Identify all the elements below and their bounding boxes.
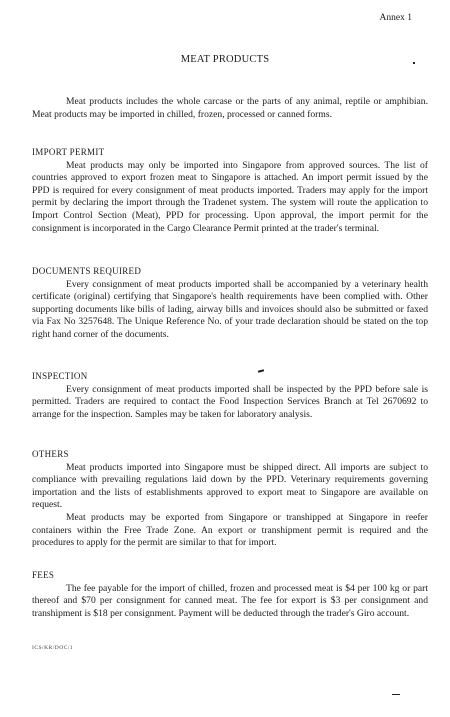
document-title: MEAT PRODUCTS [180,54,270,65]
inspection-section [32,370,428,421]
import-permit-section [32,146,428,235]
others-paragraph-2: Meat products may be exported from Singapore or transhipped at Singapore in reefer containers within the Free Trade Zone. An export or transhipment permit is required and the procedures to apply for the permit are similar to that for import. [32,511,428,549]
documents-required-section [32,265,428,342]
intro-section [32,96,428,121]
scan-speck [392,694,400,695]
others-paragraph-1: Meat products imported into Singapore must be shipped direct. All imports are subject to compliance with prevailing regulations laid down by the PPD. Veterinary requirements governing importation and the lists of establishments approved to export meat to Singapore are available on request. [32,461,428,511]
fees-paragraph: The fee payable for the import of chilled, frozen and processed meat is $4 per 100 kg or part thereof and $70 per consignment for canned meat. The fee for export is $3 per consignment and transhipment is $18 per consignment. Payment will be deducted through the trader's Giro account. [32,582,428,619]
intro-paragraph: Meat products includes the whole carcase or the parts of any animal, reptile or amphibian. Meat products may be imported in chilled, frozen, processed or canned forms. [32,96,428,120]
documents-required-heading: DOCUMENTS REQUIRED [32,266,142,276]
import-permit-heading: IMPORT PERMIT [32,147,105,157]
inspection-paragraph: Every consignment of meat products imported shall be inspected by the PPD before sale is permitted. Traders are required to contact the Food Inspection Services Branch at Tel 2670692 to arrange for the inspection. Samples may be taken for laboratory analysis. [32,383,428,420]
others-section [32,448,428,550]
annex-label: Annex 1 [379,13,412,23]
import-permit-paragraph: Meat products may only be imported into Singapore from approved sources. The list of countries approved to export frozen meat to Singapore is attached. An import permit issued by the PPD is required for every consignment of meat products imported. Traders may apply for the import permit by declaring the import through the Tradenet system. The system will route the application to Import Control Section (Meat), PPD for processing. Upon approval, the import permit for the consignment is incorporated in the Cargo Clearance Permit printed at the trader's terminal. [32,159,428,234]
documents-required-paragraph: Every consignment of meat products imported shall be accompanied by a veterinary health certificate (original) certifying that Singapore's health requirements have been complied with. Other supporting documents like bills of lading, airway bills and invoices should also be submitted or faxed via Fax No 3257648. The Unique Reference No. of your trade declaration should be stated on the top right hand corner of the documents. [32,278,428,340]
fees-section [32,569,428,620]
inspection-heading: INSPECTION [32,371,88,381]
fees-heading: FEES [32,570,55,580]
document-reference-code: ICS/KR/DOC/1 [32,645,74,651]
others-heading: OTHERS [32,449,69,459]
